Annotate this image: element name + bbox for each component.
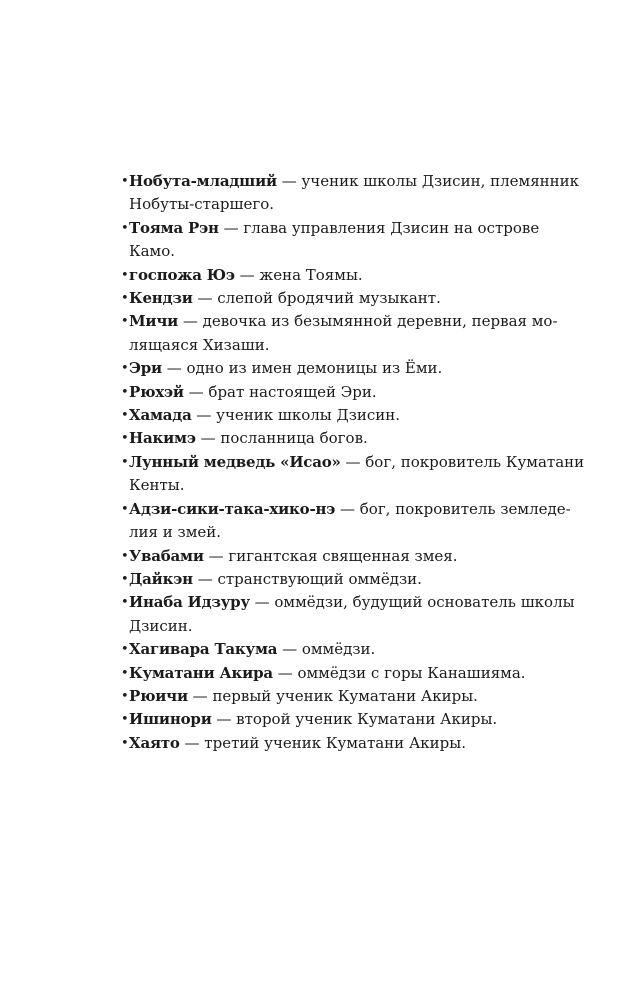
character-name: Рюхэй — [129, 382, 184, 401]
entry-continuation: лящаяся Хизаши. — [129, 335, 270, 354]
description: девочка из безымянной деревни, первая мо- — [202, 312, 558, 331]
entry-first-line — [129, 357, 541, 380]
bullet-icon: • — [121, 642, 129, 658]
character-name: Эри — [129, 359, 162, 378]
character-name: Рюичи — [129, 686, 188, 705]
dash: — — [195, 429, 221, 448]
entry-first-line — [129, 451, 585, 474]
entry-first-line — [129, 545, 541, 568]
entry-first-line — [129, 287, 541, 310]
dash: — — [203, 546, 229, 565]
character-name: Мичи — [129, 312, 179, 331]
entry-first-line — [129, 427, 541, 450]
bullet-icon: • — [121, 735, 129, 751]
entry-first-line — [129, 568, 541, 591]
character-name: госпожа Юэ — [129, 265, 235, 284]
bullet-icon: • — [121, 267, 129, 283]
dash: — — [272, 663, 298, 682]
description: ученик школы Дзисин. — [216, 406, 401, 425]
entry-first-line — [129, 662, 541, 685]
list-item — [121, 708, 541, 731]
entry-continuation: Кенты. — [129, 476, 185, 495]
description: гигантская священная змея. — [228, 546, 458, 565]
bullet-icon: • — [121, 361, 129, 377]
list-item — [121, 685, 541, 708]
list-item — [121, 170, 580, 217]
dash: — — [234, 265, 260, 284]
character-name: Увабами — [129, 546, 204, 565]
description: бог, покровитель земледе- — [359, 499, 571, 518]
dash: — — [191, 406, 217, 425]
description: странствующий оммёдзи. — [217, 569, 422, 588]
description: глава управления Дзисин на острове — [243, 218, 540, 237]
entry-first-line — [129, 170, 580, 193]
list-item — [121, 498, 571, 545]
list-item — [121, 732, 541, 755]
list-item — [121, 591, 575, 638]
bullet-icon: • — [121, 431, 129, 447]
entry-first-line — [129, 217, 541, 240]
list-item — [121, 662, 541, 685]
list-item — [121, 451, 585, 498]
entry-first-line — [129, 708, 541, 731]
description: оммёдзи с горы Канашияма. — [297, 663, 526, 682]
description: жена Тоямы. — [259, 265, 363, 284]
dash: — — [178, 312, 203, 331]
description: бог, покровитель Куматани — [365, 452, 585, 471]
character-name: Хамада — [129, 406, 192, 425]
character-name: Нобута-младший — [129, 172, 277, 190]
dash: — — [179, 733, 205, 752]
bullet-icon: • — [121, 384, 129, 400]
character-name: Хагивара Такума — [129, 640, 278, 659]
bullet-icon: • — [121, 408, 129, 424]
list-item — [121, 545, 541, 568]
list-item — [121, 638, 541, 661]
bullet-icon: • — [121, 548, 129, 564]
bullet-icon: • — [121, 454, 129, 470]
entry-first-line — [129, 310, 558, 333]
entry-first-line — [129, 685, 541, 708]
bullet-icon: • — [121, 174, 129, 189]
entry-first-line — [129, 381, 541, 404]
dash: — — [187, 686, 213, 705]
bullet-icon: • — [121, 665, 129, 681]
description: брат настоящей Эри. — [208, 382, 377, 401]
dash: — — [276, 172, 302, 190]
character-name: Кендзи — [129, 289, 193, 308]
dash: — — [192, 569, 218, 588]
dash: — — [218, 218, 244, 237]
entry-first-line — [129, 638, 541, 661]
description: ученик школы Дзисин, племянник — [301, 172, 580, 190]
bullet-icon: • — [121, 571, 129, 587]
entry-first-line — [129, 264, 541, 287]
dash: — — [340, 452, 366, 471]
entry-continuation: Нобуты-старшего. — [129, 195, 274, 214]
list-item — [121, 381, 541, 404]
bullet-icon: • — [121, 220, 129, 236]
character-name: Тояма Рэн — [129, 218, 219, 237]
bullet-icon: • — [121, 314, 129, 330]
description: оммёдзи, будущий основатель школы — [274, 593, 575, 612]
bullet-icon: • — [121, 501, 129, 517]
list-item — [121, 264, 541, 287]
entry-first-line — [129, 404, 541, 427]
character-name: Дайкэн — [129, 569, 193, 588]
description: первый ученик Куматани Акиры. — [212, 686, 478, 705]
description: третий ученик Куматани Акиры. — [204, 733, 466, 752]
dash: — — [192, 289, 218, 308]
dash: — — [211, 710, 237, 729]
description: посланница богов. — [220, 429, 368, 448]
bullet-icon: • — [121, 688, 129, 704]
entry-continuation: лия и змей. — [129, 523, 222, 542]
description: оммёдзи. — [301, 640, 376, 659]
character-name: Куматани Акира — [129, 663, 273, 682]
list-item — [121, 357, 541, 380]
bullet-icon: • — [121, 712, 129, 728]
character-name: Ишинори — [129, 710, 212, 729]
character-name: Хаято — [129, 733, 180, 752]
dash: — — [161, 359, 187, 378]
character-name: Инаба Идзуру — [129, 593, 250, 612]
bullet-icon: • — [121, 291, 129, 307]
character-name: Лунный медведь «Исао» — [129, 452, 341, 471]
bullet-icon: • — [121, 595, 129, 611]
dash: — — [249, 593, 275, 612]
dash: — — [183, 382, 209, 401]
list-item — [121, 287, 541, 310]
description: второй ученик Куматани Акиры. — [236, 710, 498, 729]
character-name: Адзи-сики-така-хико-нэ — [129, 499, 336, 518]
list-item — [121, 217, 541, 264]
entry-continuation: Камо. — [129, 242, 176, 261]
character-list — [121, 170, 585, 755]
list-item — [121, 310, 558, 357]
list-item — [121, 568, 541, 591]
list-item — [121, 404, 541, 427]
dash: — — [335, 499, 360, 518]
entry-first-line — [129, 591, 575, 614]
entry-first-line — [129, 498, 571, 521]
entry-continuation: Дзисин. — [129, 616, 193, 635]
description: слепой бродячий музыкант. — [217, 289, 441, 308]
character-name: Накимэ — [129, 429, 196, 448]
description: одно из имен демоницы из Ёми. — [186, 359, 443, 378]
entry-first-line — [129, 732, 541, 755]
list-item — [121, 427, 541, 450]
dash: — — [277, 640, 302, 659]
